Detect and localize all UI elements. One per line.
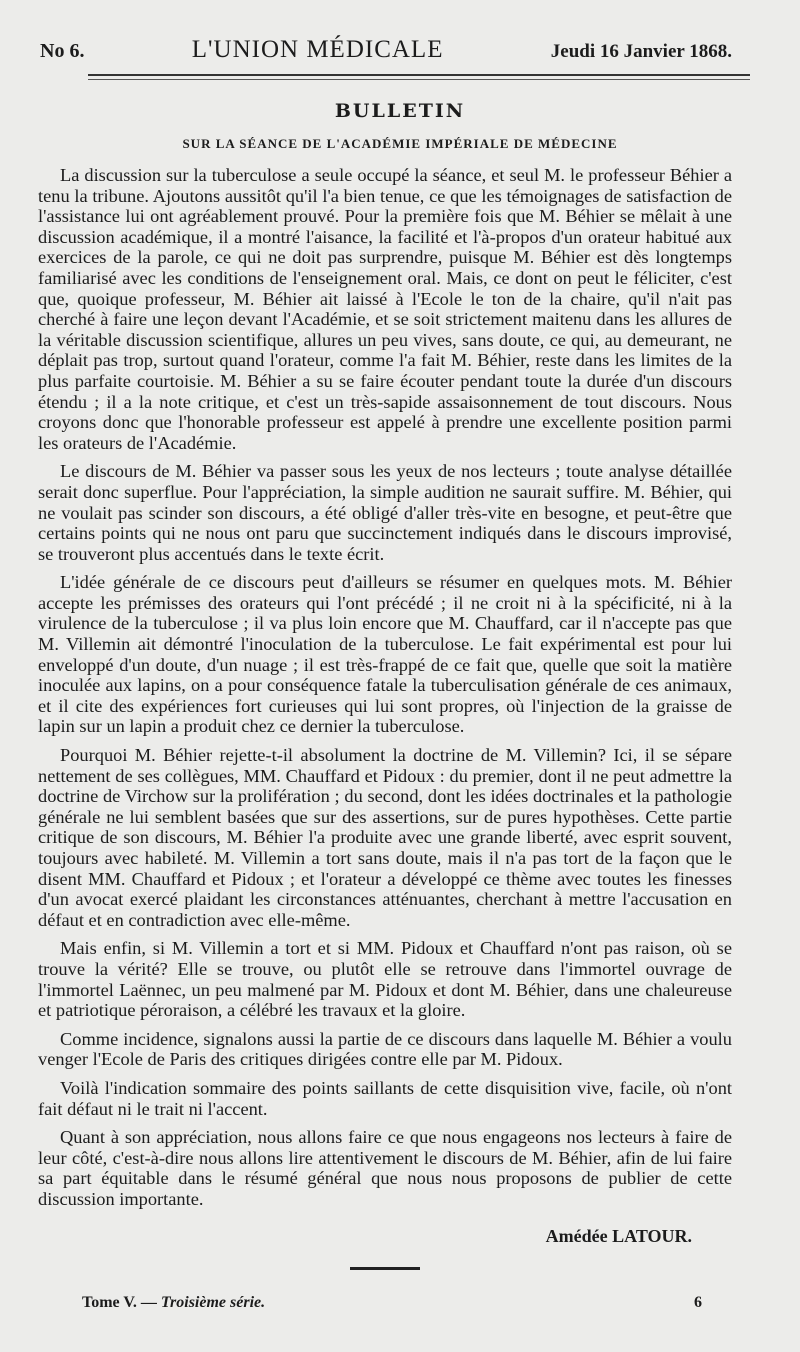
author-signature: Amédée LATOUR. <box>545 1226 692 1246</box>
paragraph: Mais enfin, si M. Villemin a tort et si MM. Pidoux et Chauffard n'ont pas raison, où se trouve la vérité? Elle se trouve, ou plutôt elle se retrouve dans l'immortel ouvrage de l'immortel Laënnec, un peu malmené par M. Pidoux et dont M. Béhier, dans une chaleureuse et patriotique péroraison, a célébré les travaux et la gloire. <box>38 938 732 1021</box>
footer-volume: Tome V. — <box>82 1294 157 1311</box>
end-rule <box>350 1267 420 1270</box>
issue-date: Jeudi 16 Janvier 1868. <box>550 41 732 62</box>
page-footer <box>82 1294 702 1312</box>
paragraph: Comme incidence, signalons aussi la partie de ce discours dans laquelle M. Béhier a voulu venger l'Ecole de Paris des critiques dirigées contre elle par M. Pidoux. <box>38 1028 732 1070</box>
paragraph: Le discours de M. Béhier va passer sous les yeux de nos lecteurs ; toute analyse détaillée serait donc superflue. Pour l'appréciation, la simple audition ne saurait suffire. M. Béhier, qui ne voulait pas scinder son discours, a été obligé d'aller très-vite en besogne, et peut-être que certains points qui ne nous ont paru que succinctement indiqués dans le discours improvisé, se trouveront plus accentués dans le texte écrit. <box>38 461 732 564</box>
footer-series: Troisième série. <box>160 1294 266 1311</box>
footer-page-number: 6 <box>694 1294 702 1311</box>
section-subtitle: SUR LA SÉANCE DE L'ACADÉMIE IMPÉRIALE DE MÉDECINE <box>182 136 618 151</box>
footer-volume-block <box>82 1294 265 1312</box>
section-title: BULLETIN <box>334 100 466 122</box>
journal-title: L'UNION MÉDICALE <box>191 36 444 63</box>
issue-number: No 6. <box>40 40 85 62</box>
paragraph: L'idée générale de ce discours peut d'ailleurs se résumer en quelques mots. M. Béhier accepte les prémisses des orateurs qui l'ont précédé ; il ne croit ni à la spécificité, ni à la virulence de la tuberculose ; il va plus loin encore que M. Chauffard, car il n'accepte pas que M. Villemin ait démontré l'inoculation de la tuberculose. Le fait expérimental est pour lui enveloppé d'un doute, d'un nuage ; il est très-frappé de ce fait que, quelle que soit la matière inoculée aux lapins, on a pour conséquence fatale la tuberculisation générale de ces animaux, et il cite des expériences fort curieuses qui lui sont propres, où l'injection de la graisse de lapin sur un lapin a produit chez ce dernier la tuberculose. <box>38 572 732 737</box>
paragraph: La discussion sur la tuberculose a seule occupé la séance, et seul M. le professeur Béhier a tenu la tribune. Ajoutons aussitôt qu'il l'a bien tenue, ce que les témoignages de satisfaction de l'assistance lui ont agréablement prouvé. Pour la première fois que M. Béhier se mêlait à une discussion académique, il a montré l'aisance, la facilité et l'à-propos d'un orateur habitué aux exercices de la parole, ce qui ne doit pas surprendre, puisque M. Béhier est dès longtemps familiarisé avec les conditions de l'enseignement oral. Mais, ce dont on peut le féliciter, c'est que, quoique professeur, M. Béhier ait laissé à l'Ecole le ton de la chaire, qu'il n'ait pas cherché à faire une leçon devant l'Académie, et se soit strictement maitenu dans les allures de la véritable discussion scientifique, allures un peu vives, sans doute, ce qui, au demeurant, ne déplait pas trop, surtout quand l'orateur, comme l'a fait M. Béhier, reste dans les limites de la plus parfaite courtoisie. M. Béhier a su se faire écouter pendant toute la durée d'un discours étendu ; il a la note critique, et c'est un très-sapide assaisonnement de tout discours. Nous croyons donc que l'honorable professeur est appelé à prendre une excellente position parmi les orateurs de l'Académie. <box>38 165 732 453</box>
paragraph: Voilà l'indication sommaire des points saillants de cette disquisition vive, facile, où n'ont fait défaut ni le trait ni l'accent. <box>38 1077 732 1119</box>
running-head <box>40 36 732 64</box>
article-body <box>38 165 732 1218</box>
header-rule-thin <box>88 79 750 80</box>
paragraph: Quant à son appréciation, nous allons faire ce que nous engageons nos lecteurs à faire de leur côté, c'est-à-dire nous allons lire attentivement le discours de M. Béhier, afin de lui faire sa part équitable dans le résumé général que nous nous proposons de publier de cette discussion importante. <box>38 1127 732 1209</box>
header-rule <box>88 74 750 76</box>
paragraph: Pourquoi M. Béhier rejette-t-il absolument la doctrine de M. Villemin? Ici, il se sépare nettement de ses collègues, MM. Chauffard et Pidoux : du premier, dont il ne peut admettre la doctrine de Virchow sur la prolifération ; du second, dont les idées doctrinales et la pathologie générale ne lui semblent basées que sur des assertions, sur de pures hypothèses. Cette partie critique de son discours, M. Béhier l'a produite avec une grande liberté, avec esprit souvent, toujours avec habileté. M. Villemin a tort sans doute, mais il n'a pas tort de la façon que le disent MM. Chauffard et Pidoux ; et l'orateur a développé ce thème avec toutes les finesses d'un avocat exercé plaidant les circonstances atténuantes, cherchant à mettre l'accusation en défaut et en contradiction avec elle-même. <box>38 745 732 930</box>
